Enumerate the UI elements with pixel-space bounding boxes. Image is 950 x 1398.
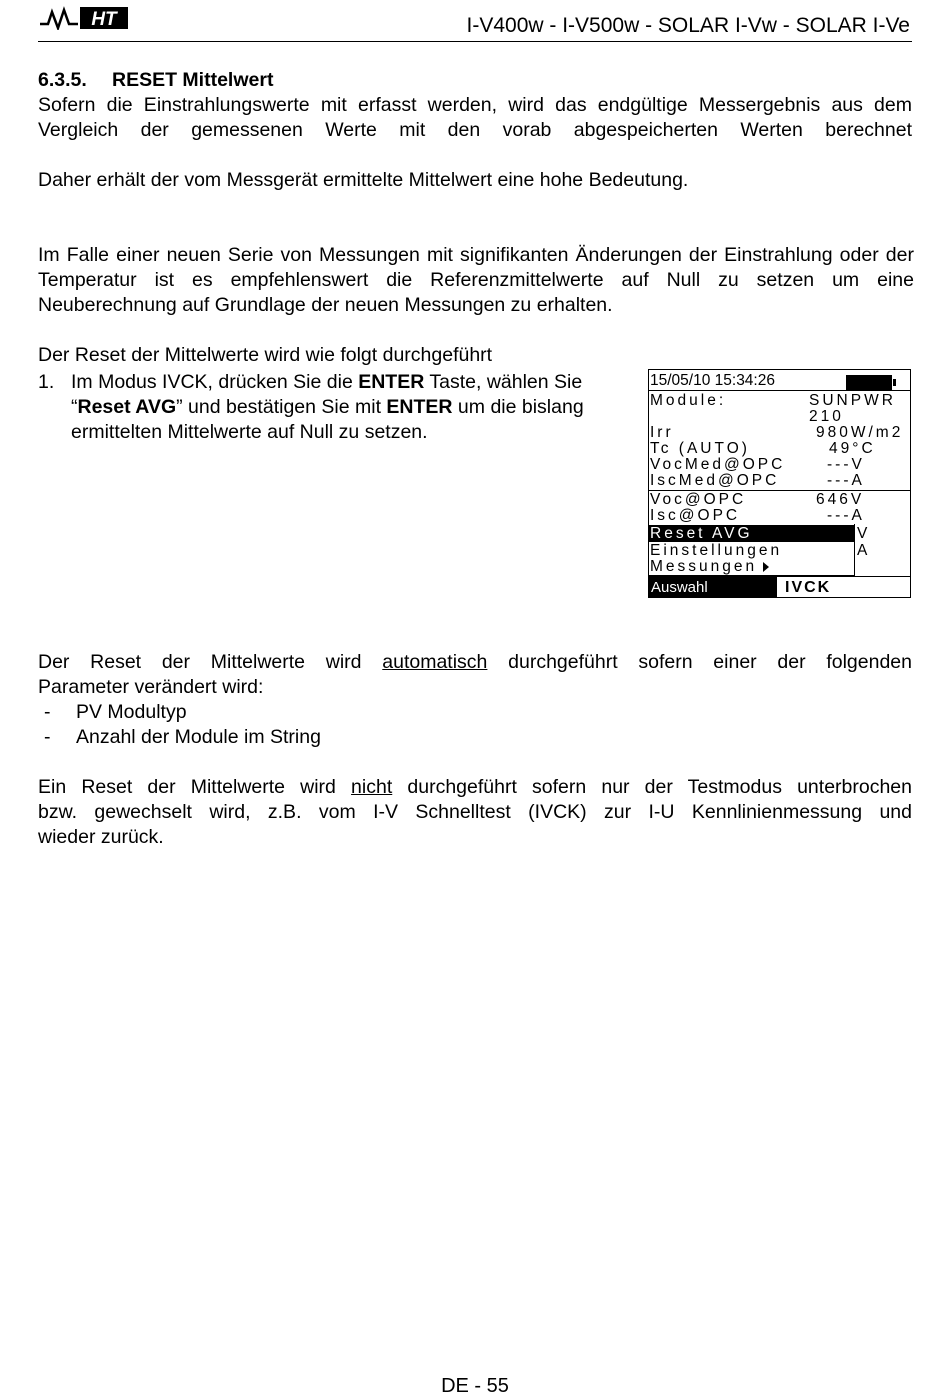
isc-value: ---A bbox=[827, 507, 865, 524]
header-divider bbox=[38, 41, 912, 42]
menu-right-unit-a: A bbox=[857, 542, 868, 559]
screen-footer bbox=[649, 576, 910, 598]
mode-label: IVCK bbox=[785, 579, 832, 596]
auto-reset-line-1 bbox=[38, 650, 912, 675]
vocmed-row bbox=[649, 457, 910, 473]
voc-label: Voc@OPC bbox=[650, 491, 747, 508]
list-dash: - bbox=[44, 726, 51, 748]
step-text: ” und bestätigen Sie mit bbox=[176, 396, 387, 418]
popup-menu bbox=[649, 524, 855, 576]
document-title: I-V400w - I-V500w - SOLAR I-Vw - SOLAR I-Ve bbox=[466, 14, 910, 37]
page-number: DE - 55 bbox=[441, 1375, 509, 1397]
module-label: Module: bbox=[650, 392, 727, 409]
voc-row bbox=[649, 492, 910, 508]
isc-row bbox=[649, 508, 910, 524]
list-dash: - bbox=[44, 701, 51, 723]
menu-item-messungen[interactable] bbox=[649, 558, 854, 575]
paragraph-1-text: Sofern die Einstrahlungswerte mit erfasst werden, wird das endgültige Messergebnis aus dem Vergleich der gemessenen Werte mit den vorab abgespeicherten Werten berechnet bbox=[38, 94, 912, 141]
paragraph-4: Der Reset der Mittelwerte wird wie folgt durchgeführt bbox=[38, 344, 493, 366]
status-row bbox=[649, 372, 910, 390]
section-heading bbox=[38, 68, 912, 93]
menu-right-unit-v: V bbox=[857, 525, 868, 542]
auto-reset-line-2: Parameter verändert wird: bbox=[38, 676, 264, 698]
step-line-3: ermittelten Mittelwerte auf Null zu setzen. bbox=[71, 421, 428, 443]
module-value-2: 210 bbox=[809, 408, 844, 425]
battery-icon bbox=[846, 375, 892, 390]
iscmed-row bbox=[649, 473, 910, 489]
step-line-1 bbox=[71, 370, 582, 395]
reset-avg-term: Reset AVG bbox=[77, 396, 177, 418]
vocmed-label: VocMed@OPC bbox=[650, 456, 786, 473]
auto-reset-text: Der Reset der Mittelwerte wird bbox=[38, 651, 383, 673]
logo-text: HT bbox=[91, 9, 117, 30]
iscmed-value: ---A bbox=[827, 472, 865, 489]
module-row-2 bbox=[649, 409, 910, 425]
menu-item-reset-avg[interactable]: Reset AVG bbox=[649, 525, 854, 542]
step-text: Taste, wählen Sie bbox=[424, 371, 583, 393]
step-text: Im Modus IVCK, drücken Sie die bbox=[71, 371, 359, 393]
module-row bbox=[649, 393, 910, 409]
no-reset-line-3: wieder zurück. bbox=[38, 826, 164, 848]
submenu-arrow-icon bbox=[763, 562, 769, 572]
menu-item-einstellungen[interactable]: Einstellungen bbox=[650, 542, 783, 559]
paragraph-1 bbox=[38, 93, 912, 143]
no-reset-line-2: bzw. gewechselt wird, z.B. vom I-V Schnelltest (IVCK) zur I-U Kennlinienmessung und bbox=[38, 801, 912, 823]
section-title: RESET Mittelwert bbox=[112, 69, 274, 91]
irr-row bbox=[649, 425, 910, 441]
step-text: um die bislang bbox=[452, 396, 584, 418]
quote-open: “ bbox=[71, 396, 78, 418]
enter-key: ENTER bbox=[358, 371, 425, 393]
tc-value: 49°C bbox=[829, 440, 876, 457]
softkey-auswahl[interactable]: Auswahl bbox=[649, 577, 777, 598]
auto-reset-emphasis: automatisch bbox=[382, 651, 488, 673]
no-reset-line-1 bbox=[38, 775, 912, 800]
tc-row bbox=[649, 441, 910, 457]
voc-value: 646V bbox=[816, 491, 865, 508]
step-number: 1. bbox=[38, 371, 55, 393]
tc-label: Tc (AUTO) bbox=[650, 440, 750, 457]
screen-divider bbox=[649, 390, 910, 391]
iscmed-label: IscMed@OPC bbox=[650, 472, 780, 489]
no-reset-text: Ein Reset der Mittelwerte wird bbox=[38, 776, 352, 798]
device-screen bbox=[648, 369, 911, 598]
module-value: SUNPWR bbox=[809, 392, 896, 409]
paragraph-2: Daher erhält der vom Messgerät ermittelte Mittelwert eine hohe Bedeutung. bbox=[38, 169, 689, 191]
section-number: 6.3.5. bbox=[38, 69, 87, 91]
paragraph-3: Im Falle einer neuen Serie von Messungen mit signifikanten Änderungen der Einstrahlung oder der Temperatur ist es empfehlenswert die Referenzmittelwerte auf Null zu setzen um eine Neuberechnung auf Grundlage der neuen Messungen zu erhalten. bbox=[38, 244, 914, 316]
irr-value: 980W/m2 bbox=[816, 424, 904, 441]
no-reset-emphasis: nicht bbox=[351, 776, 393, 798]
datetime: 15/05/10 15:34:26 bbox=[650, 372, 775, 389]
no-reset-text: durchgeführt sofern nur der Testmodus unterbrochen bbox=[392, 776, 912, 798]
menu-item-messungen-label: Messungen bbox=[650, 558, 758, 575]
ht-logo bbox=[38, 6, 130, 30]
isc-label: Isc@OPC bbox=[650, 507, 741, 524]
auto-reset-text: durchgeführt sofern einer der folgenden bbox=[487, 651, 912, 673]
enter-key: ENTER bbox=[386, 396, 453, 418]
list-item-text: PV Modultyp bbox=[76, 701, 187, 723]
irr-label: Irr bbox=[650, 424, 674, 441]
vocmed-value: ---V bbox=[827, 456, 865, 473]
step-line-2 bbox=[71, 395, 584, 420]
list-item-text: Anzahl der Module im String bbox=[76, 726, 321, 748]
